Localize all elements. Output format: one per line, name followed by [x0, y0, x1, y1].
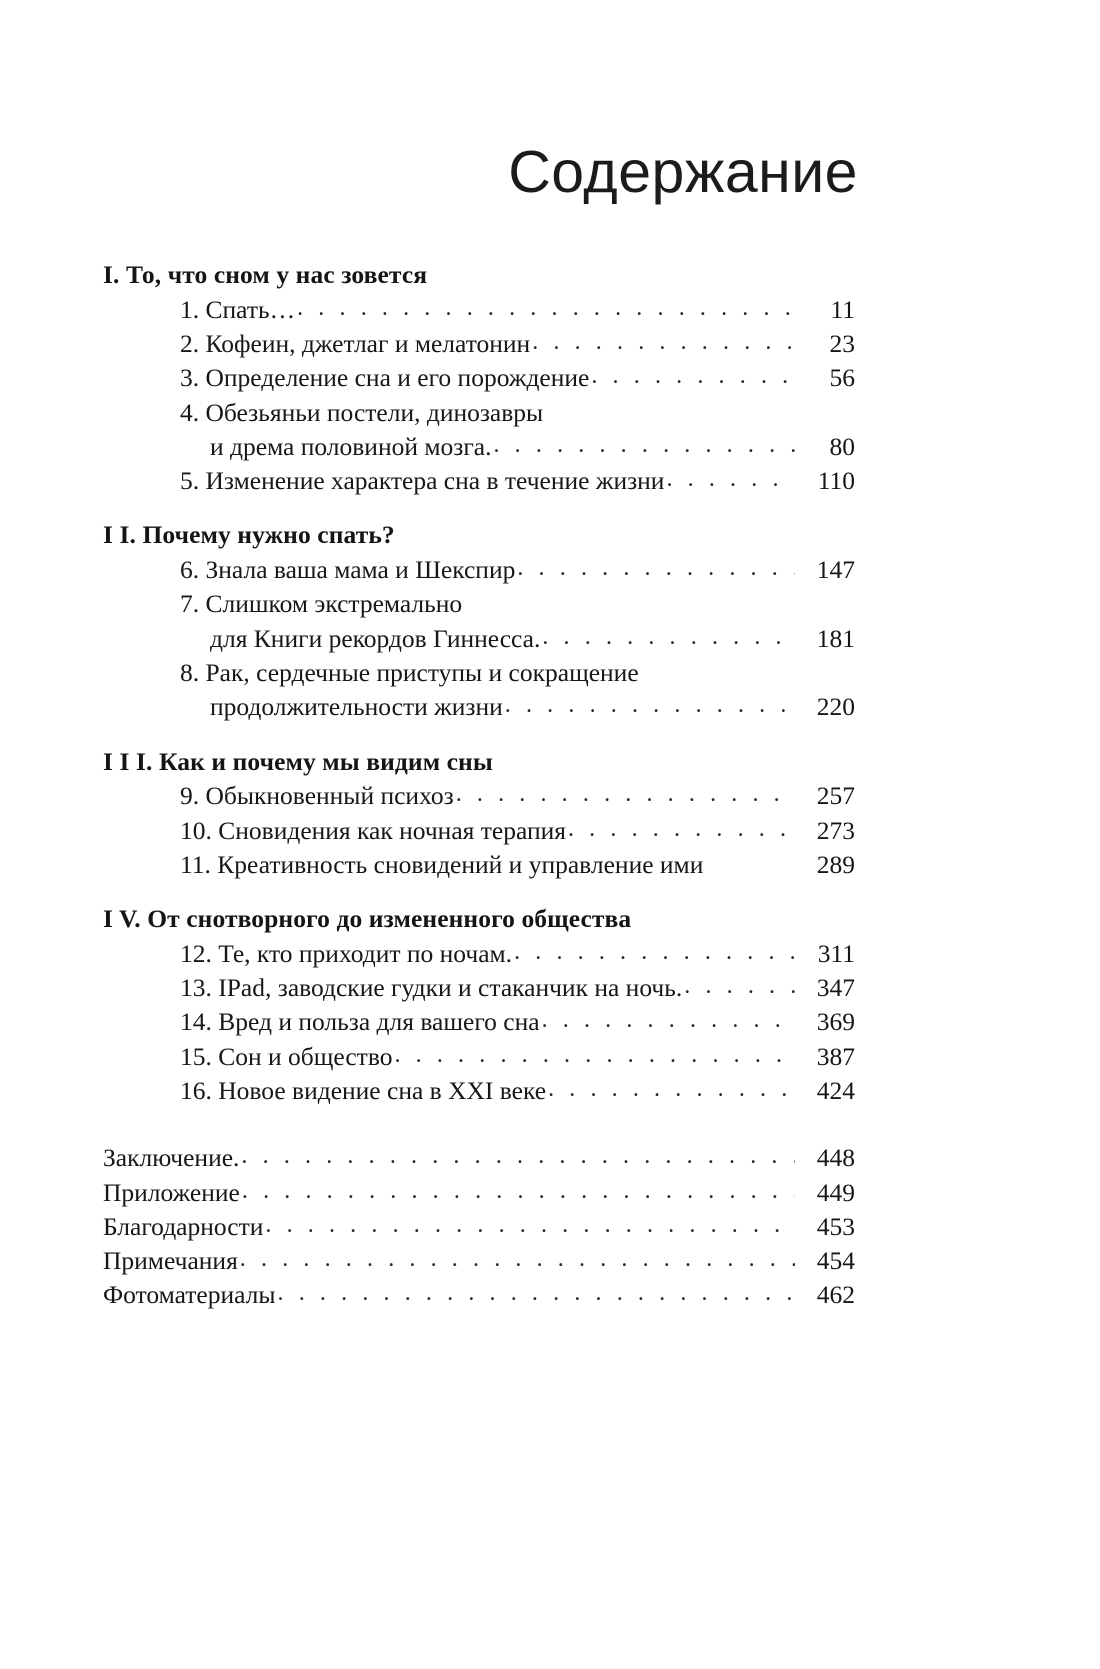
parts-container — [103, 258, 855, 1108]
toc-entry[interactable] — [180, 361, 855, 395]
toc-entry[interactable] — [180, 293, 855, 327]
toc-back-matter-entry[interactable] — [103, 1244, 855, 1278]
toc-entry[interactable] — [180, 587, 855, 621]
toc-entry-title: 1. Спать… — [180, 294, 296, 324]
toc-back-matter-entry[interactable] — [103, 1278, 855, 1312]
toc-entry-title: 8. Рак, сердечные приступы и сокращение — [180, 657, 639, 687]
toc-entry[interactable] — [180, 1005, 855, 1039]
toc-entry-page-number: 220 — [816, 692, 855, 722]
part-group — [103, 902, 855, 1108]
toc-entry-title: 16. Новое видение сна в XXI веке — [180, 1075, 547, 1105]
toc-back-matter-entry[interactable] — [103, 1210, 855, 1244]
toc-back-matter-entry[interactable] — [103, 1141, 855, 1175]
toc-entry-title: 10. Сновидения как ночная терапия — [180, 815, 566, 845]
toc-entry-continuation[interactable] — [180, 622, 855, 656]
toc-entry-title: 2. Кофеин, джетлаг и мелатонин — [180, 328, 531, 358]
toc-entry[interactable] — [180, 396, 855, 430]
part-header: I V. От снотворного до измененного общества — [103, 904, 632, 934]
toc-entry-page-number: 257 — [816, 781, 855, 811]
toc-entry-title: 5. Изменение характера сна в течение жизни — [180, 466, 665, 496]
toc-entry[interactable] — [180, 656, 855, 690]
toc-back-matter-page-number: 462 — [816, 1280, 855, 1310]
toc-entry[interactable] — [180, 1074, 855, 1108]
dot-leader — [684, 970, 795, 1002]
toc-entry-page-number: 424 — [816, 1075, 855, 1105]
toc-entry[interactable] — [180, 1040, 855, 1074]
toc-entry[interactable] — [180, 553, 855, 587]
dot-leader — [666, 463, 795, 495]
toc-entry[interactable] — [180, 971, 855, 1005]
dot-leader — [591, 360, 795, 392]
dot-leader — [514, 936, 795, 968]
toc-entry-title: продолжительности жизни — [210, 692, 503, 722]
dot-leader — [532, 326, 795, 358]
dot-leader — [505, 689, 795, 721]
toc-entry-page-number: 369 — [816, 1007, 855, 1037]
dot-leader — [542, 621, 795, 653]
dot-leader — [493, 429, 795, 461]
toc-entry-page-number: 311 — [817, 938, 855, 968]
dot-leader — [394, 1039, 795, 1071]
toc-entry-page-number: 273 — [816, 815, 855, 845]
toc-back-matter-title: Фотоматериалы — [103, 1280, 276, 1310]
toc-entry-title: 13. IPad, заводские гудки и стаканчик на ночь. — [180, 973, 683, 1003]
part-group — [103, 518, 855, 724]
toc-entry-page-number: 56 — [829, 363, 855, 393]
toc-entry-title: для Книги рекордов Гиннесса. — [210, 623, 541, 653]
part-header: I I I. Как и почему мы видим сны — [103, 746, 493, 776]
dot-leader — [568, 813, 795, 845]
toc-entry-title: 3. Определение сна и его порождение — [180, 363, 590, 393]
toc-back-matter-page-number: 449 — [816, 1177, 855, 1207]
dot-leader — [297, 292, 795, 324]
toc-entry-title: 4. Обезьяньи постели, динозавры — [180, 397, 544, 427]
toc-entry-title: 9. Обыкновенный психоз — [180, 781, 454, 811]
toc-entry-continuation[interactable] — [180, 430, 855, 464]
dot-leader — [517, 552, 795, 584]
dot-leader — [548, 1073, 795, 1105]
dot-leader — [265, 1209, 795, 1241]
toc-entry-page-number: 80 — [829, 431, 855, 461]
toc-back-matter-title: Благодарности — [103, 1211, 264, 1241]
toc-entry-title: 11. Креативность сновидений и управление ими — [180, 849, 704, 879]
toc-back-matter-title: Заключение. — [103, 1143, 240, 1173]
toc-entry[interactable] — [180, 327, 855, 361]
dot-leader — [241, 1140, 795, 1172]
toc-entry[interactable] — [180, 814, 855, 848]
toc-back-matter-page-number: 448 — [816, 1143, 855, 1173]
toc-entry-page-number: 387 — [816, 1041, 855, 1071]
part-header: I I. Почему нужно спать? — [103, 520, 395, 550]
dot-leader — [542, 1004, 795, 1036]
toc-entry-title: 12. Те, кто приходит по ночам. — [180, 938, 513, 968]
toc-entry-page-number: 11 — [830, 294, 855, 324]
part-header: I. То, что сном у нас зовется — [103, 260, 428, 289]
toc-entry-title: 6. Знала ваша мама и Шекспир — [180, 555, 516, 585]
toc-entry-page-number: 289 — [816, 849, 855, 879]
back-matter-container — [103, 1141, 855, 1312]
dot-leader — [242, 1175, 795, 1207]
toc-list — [103, 258, 855, 1313]
dot-leader — [278, 1277, 795, 1309]
toc-entry-page-number: 181 — [816, 623, 855, 653]
toc-entry[interactable] — [180, 937, 855, 971]
toc-entry-page-number: 147 — [816, 555, 855, 585]
toc-back-matter-page-number: 453 — [816, 1211, 855, 1241]
toc-entry[interactable] — [180, 848, 855, 882]
part-group — [103, 258, 855, 498]
toc-back-matter-title: Приложение — [103, 1177, 240, 1207]
toc-back-matter-title: Примечания — [103, 1246, 238, 1276]
toc-entry-page-number: 347 — [816, 973, 855, 1003]
part-group — [103, 745, 855, 883]
toc-entry-title: 7. Слишком экстремально — [180, 589, 463, 619]
toc-entry-continuation[interactable] — [180, 690, 855, 724]
toc-entry-title: 14. Вред и польза для вашего сна — [180, 1007, 540, 1037]
toc-entry-page-number: 110 — [817, 466, 855, 496]
toc-entry-title: и дрема половиной мозга. — [210, 431, 492, 461]
toc-entry[interactable] — [180, 779, 855, 813]
toc-entry[interactable] — [180, 464, 855, 498]
dot-leader — [456, 778, 795, 810]
toc-entry-title: 15. Сон и общество — [180, 1041, 393, 1071]
toc-back-matter-page-number: 454 — [816, 1246, 855, 1276]
page-title: Содержание — [508, 139, 858, 205]
dot-leader — [240, 1243, 795, 1275]
toc-entry-page-number: 23 — [829, 328, 855, 358]
toc-back-matter-entry[interactable] — [103, 1176, 855, 1210]
